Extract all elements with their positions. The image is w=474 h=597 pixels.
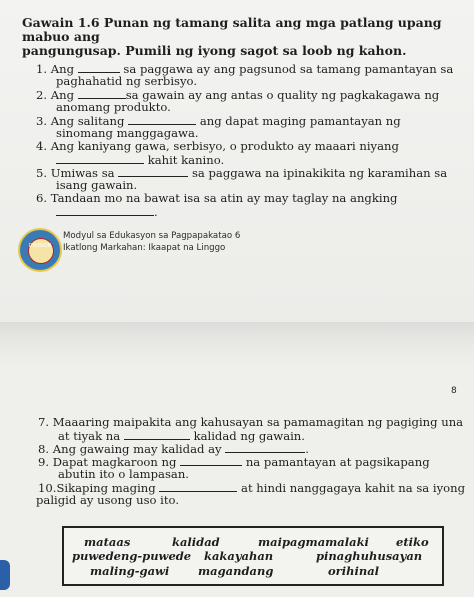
- corner-decoration: [0, 560, 10, 590]
- page-gap: [0, 322, 474, 366]
- word-choice: orihinal: [328, 564, 380, 578]
- answer-blank-2[interactable]: [78, 88, 126, 99]
- answer-blank-8[interactable]: [225, 442, 305, 453]
- answer-blank-5[interactable]: [118, 166, 188, 177]
- word-choice: maling-gawi: [90, 564, 170, 578]
- module-title: Modyul sa Edukasyon sa Pagpapakatao 6: [63, 231, 241, 241]
- word-choice: maipagmamalaki: [258, 535, 369, 549]
- word-choice: mataas: [84, 535, 131, 549]
- answer-blank-7[interactable]: [124, 429, 190, 440]
- answer-blank-6[interactable]: [56, 205, 154, 216]
- activity-title: Gawain 1.6 Punan ng tamang salita ang mga patlang upang mabuo ang pangungusap. Pumili ng iyong sagot sa loob ng kahon.: [22, 15, 442, 58]
- answer-blank-4[interactable]: [56, 153, 144, 164]
- word-choice: kakayahan: [204, 549, 274, 563]
- module-quarter: Ikatlong Markahan: Ikaapat na Linggo: [63, 243, 226, 253]
- word-choice: kalidad: [172, 535, 220, 549]
- division-seal-logo: DIVISION: [18, 228, 62, 272]
- word-choice: pinaghuhusayan: [316, 549, 423, 563]
- word-choice: etiko: [396, 535, 429, 549]
- word-choice-box: [62, 526, 444, 586]
- word-choice: puwedeng-puwede: [72, 549, 192, 563]
- answer-blank-3[interactable]: [128, 114, 196, 125]
- answer-blank-10[interactable]: [159, 481, 237, 492]
- answer-blank-9[interactable]: [180, 455, 242, 466]
- answer-blank-1[interactable]: [78, 62, 120, 73]
- page-number: 8: [451, 386, 457, 396]
- word-choice: magandang: [198, 564, 274, 578]
